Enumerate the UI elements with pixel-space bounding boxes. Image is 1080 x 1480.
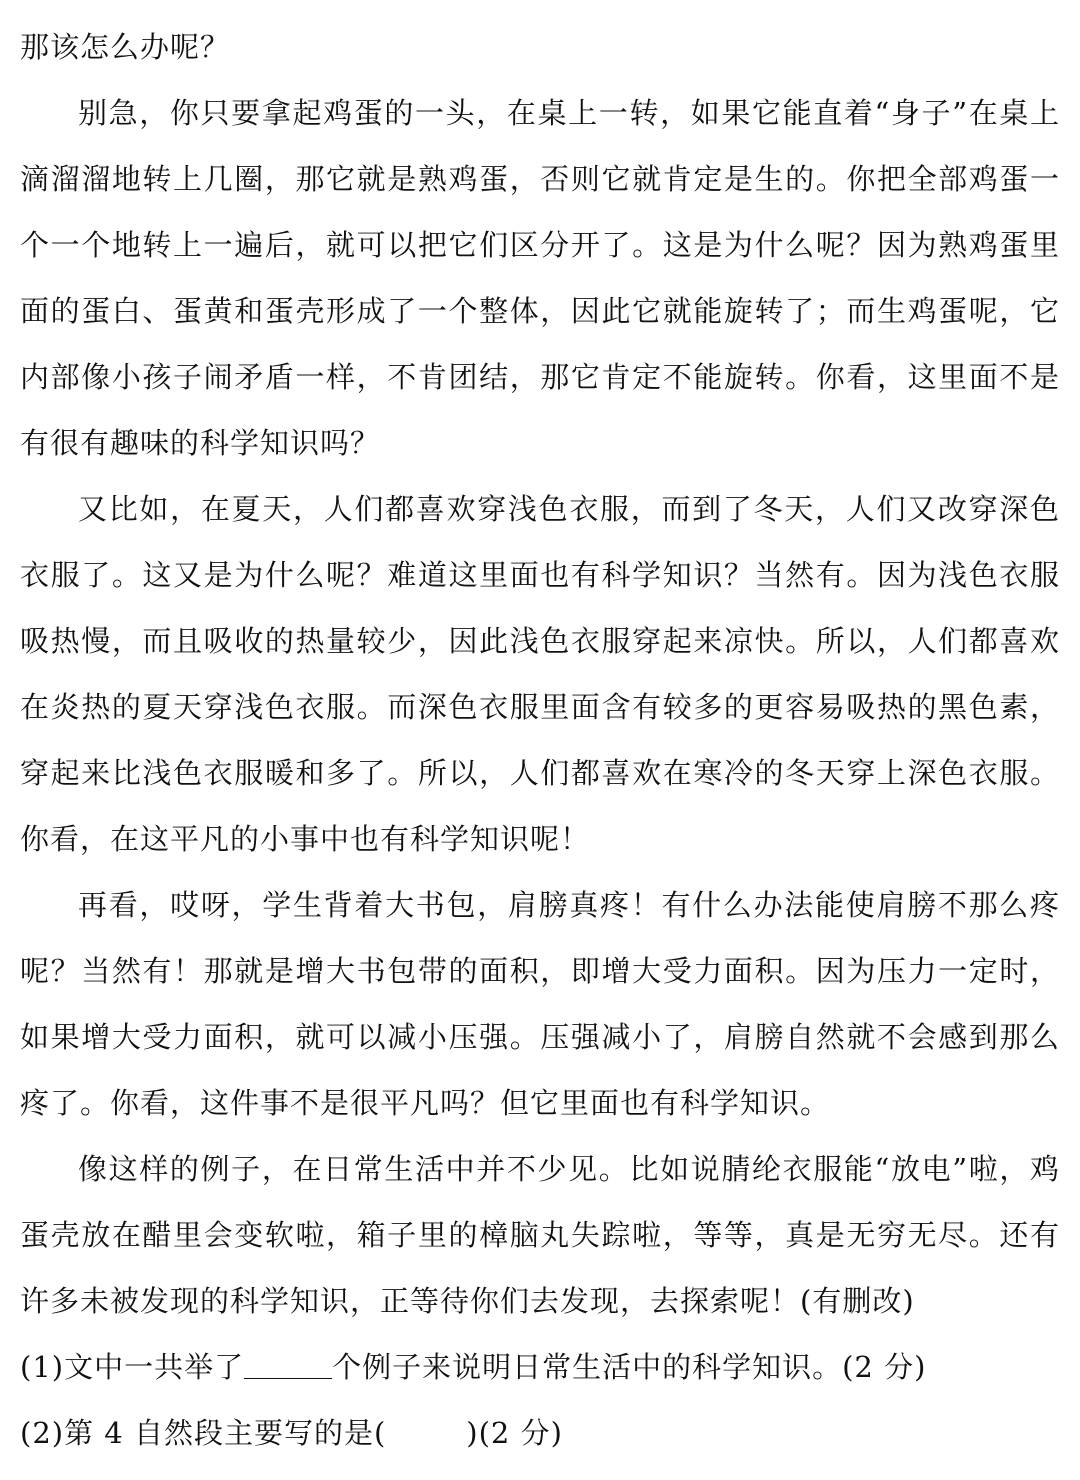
question-2 <box>20 1400 1060 1466</box>
question-2-prefix: (2)第 4 自然段主要写的是( <box>20 1416 387 1450</box>
question-1-prefix: (1)文中一共举了 <box>20 1350 245 1384</box>
document-page <box>20 14 1060 1466</box>
question-1 <box>20 1334 1060 1400</box>
question-2-suffix: )(2 分) <box>466 1416 563 1450</box>
paragraph-5: 像这样的例子，在日常生活中并不少见。比如说腈纶衣服能“放电”啦，鸡蛋壳放在醋里会变软啦，箱子里的樟脑丸失踪啦，等等，真是无穷无尽。还有许多未被发现的科学知识，正等待你们去发现，去探索呢！(有删改) <box>20 1152 1060 1318</box>
paragraph-4: 再看，哎呀，学生背着大书包，肩膀真疼！有什么办法能使肩膀不那么疼呢？当然有！那就是增大书包带的面积，即增大受力面积。因为压力一定时，如果增大受力面积，就可以减小压强。压强减小了，肩膀自然就不会感到那么疼了。你看，这件事不是很平凡吗？但它里面也有科学知识。 <box>20 888 1060 1120</box>
paragraph-3: 又比如，在夏天，人们都喜欢穿浅色衣服，而到了冬天，人们又改穿深色衣服了。这又是为什么呢？难道这里面也有科学知识？当然有。因为浅色衣服吸热慢，而且吸收的热量较少，因此浅色衣服穿起来凉快。所以，人们都喜欢在炎热的夏天穿浅色衣服。而深色衣服里面含有较多的更容易吸热的黑色素，穿起来比浅色衣服暖和多了。所以，人们都喜欢在寒冷的冬天穿上深色衣服。你看，在这平凡的小事中也有科学知识呢！ <box>20 492 1060 856</box>
paragraph-2: 别急，你只要拿起鸡蛋的一头，在桌上一转，如果它能直着“身子”在桌上滴溜溜地转上几圈，那它就是熟鸡蛋，否则它就肯定是生的。你把全部鸡蛋一个一个地转上一遍后，就可以把它们区分开了。这是为什么呢？因为熟鸡蛋里面的蛋白、蛋黄和蛋壳形成了一个整体，因此它就能旋转了；而生鸡蛋呢，它内部像小孩子闹矛盾一样，不肯团结，那它肯定不能旋转。你看，这里面不是有很有趣味的科学知识吗？ <box>20 96 1060 460</box>
question-1-suffix: 个例子来说明日常生活中的科学知识。(2 分) <box>332 1350 927 1384</box>
paragraph-1: 那该怎么办呢？ <box>20 30 231 64</box>
question-1-answer-blank[interactable] <box>244 1349 332 1379</box>
